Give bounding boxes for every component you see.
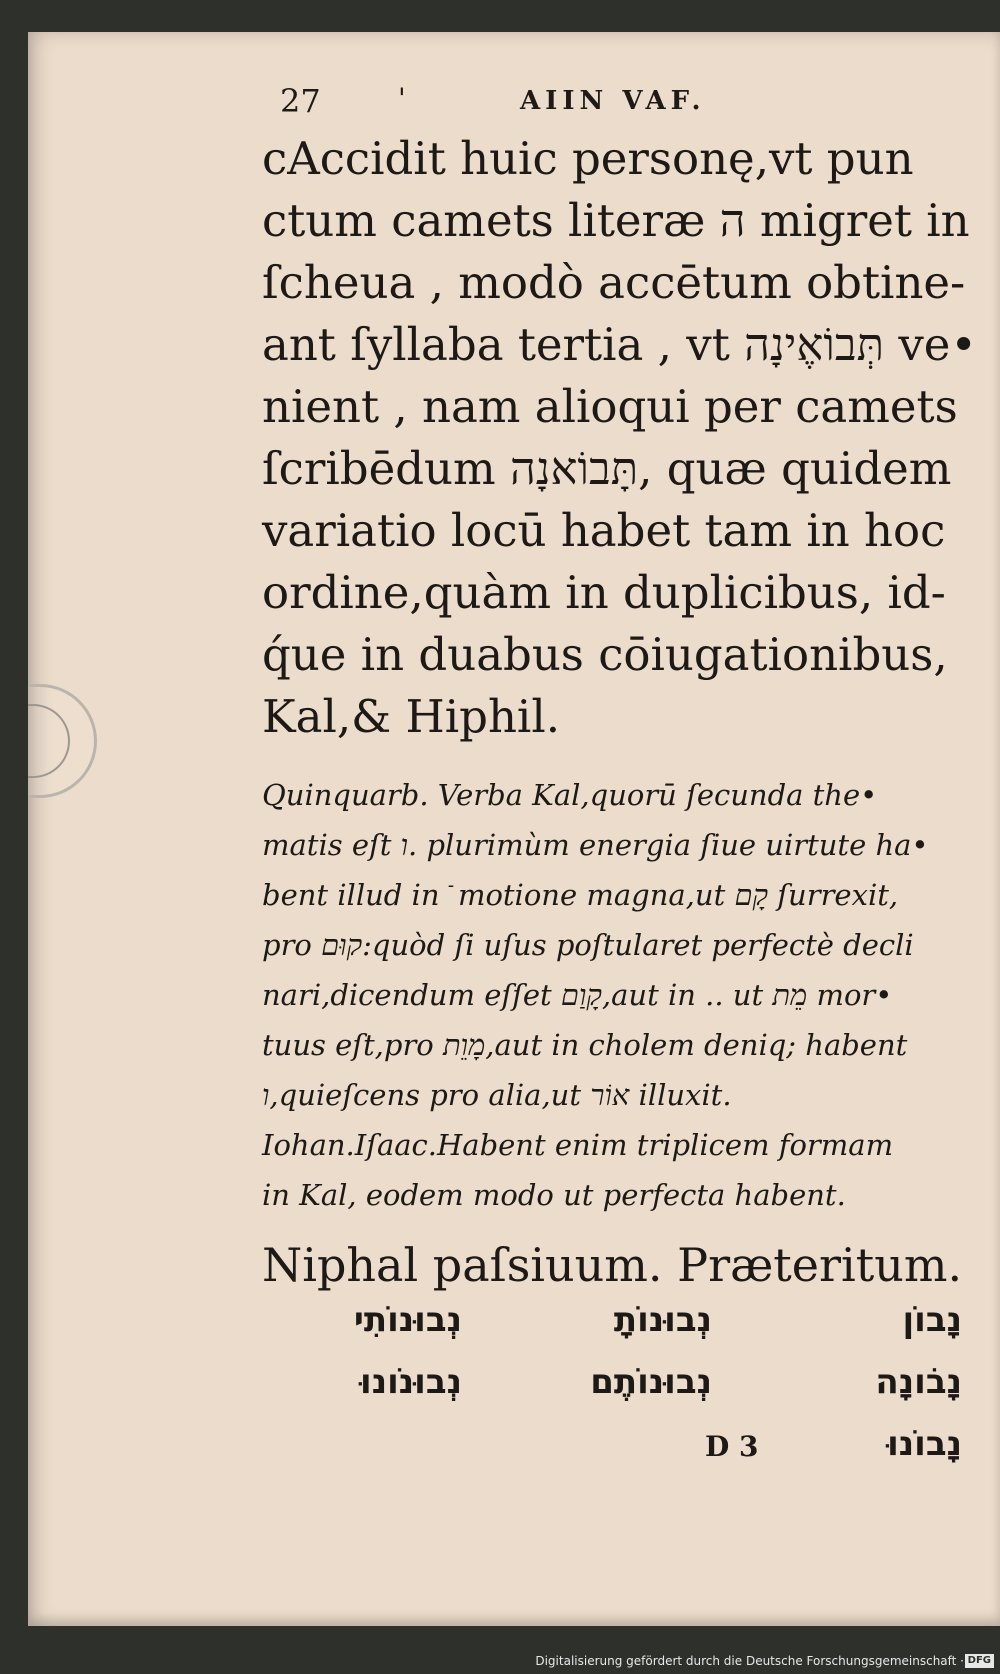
- paradigm-cell: נָבוֹנוּ: [887, 1424, 962, 1464]
- main-line: nient , nam alioqui per camets: [262, 380, 958, 433]
- annotation-line: Quinquarb. Verba Kal,quorū ſecunda the•: [262, 778, 878, 812]
- main-line: ant ſyllaba tertia , vt תְּבוֹאֶינָה ve•: [262, 318, 977, 371]
- section-heading: Niphal paſsiuum. Præteritum.: [262, 1238, 963, 1292]
- main-line: q́ue in duabus cōiugationibus,: [262, 628, 948, 681]
- annotation-line: ו,quieſcens pro alia,ut אוֹר illuxit.: [262, 1078, 732, 1112]
- signature-mark: D 3: [705, 1430, 759, 1463]
- running-title: AIIN VAF.: [520, 86, 706, 116]
- paradigm-cell: נְבוּנוֹתֶם: [590, 1362, 712, 1402]
- main-text: [262, 128, 977, 748]
- paradigm-cell: נְבוּנֹונוּ: [360, 1362, 462, 1402]
- annotation-line: matis eſt ו. plurimùm energia ſiue uirtute ha•: [262, 828, 929, 862]
- main-line: variatio locū habet tam in hoc: [262, 504, 946, 557]
- main-line: ſcribēdum תָּבוֹאנָה, quæ quidem: [262, 442, 952, 495]
- annotation-block: [262, 770, 962, 1220]
- main-line: ctum camets literæ ה migret in: [262, 194, 970, 247]
- page-header: [280, 82, 960, 122]
- main-line: ordine,quàm in duplicibus, id-: [262, 566, 946, 619]
- paradigm-cell: נְבוּנוֹתִי: [353, 1300, 462, 1340]
- paradigm-cell: נְבוּנוֹתָ: [613, 1300, 712, 1340]
- annotation-line: pro קוּם:quòd ſi uſus poſtularet perfectè decli: [262, 928, 914, 962]
- paradigm-cell: נָבוֹן: [902, 1300, 962, 1340]
- annotation-line: bent illud in ֿ motione magna,ut קָם ſurrexit,: [262, 878, 899, 912]
- main-line: Kal,& Hiphil.: [262, 690, 561, 743]
- annotation-line: in Kal, eodem modo ut perfecta habent.: [262, 1178, 846, 1212]
- header-mark: ': [398, 82, 406, 115]
- annotation-line: tuus eſt,pro מָוֵת,aut in cholem deniq; habent: [262, 1028, 908, 1062]
- footer-credit: Digitalisierung gefördert durch die Deutsche Forschungsgemeinschaft ·: [535, 1654, 964, 1668]
- folio-number: 27: [280, 82, 321, 120]
- annotation-line: Iohan.Iſaac.Habent enim triplicem formam: [262, 1128, 894, 1162]
- paradigm-cell: נָבֹונָה: [875, 1362, 962, 1402]
- main-line: ſcheua , modò accētum obtine-: [262, 256, 966, 309]
- hebrew-paradigm: [262, 1300, 962, 1500]
- dfg-logo: DFG: [965, 1654, 994, 1668]
- main-line: cAccidit huic personę,vt pun: [262, 132, 914, 185]
- annotation-line: nari,dicendum eſſet קָוַם,aut in .. ut מֵת mor•: [262, 978, 893, 1012]
